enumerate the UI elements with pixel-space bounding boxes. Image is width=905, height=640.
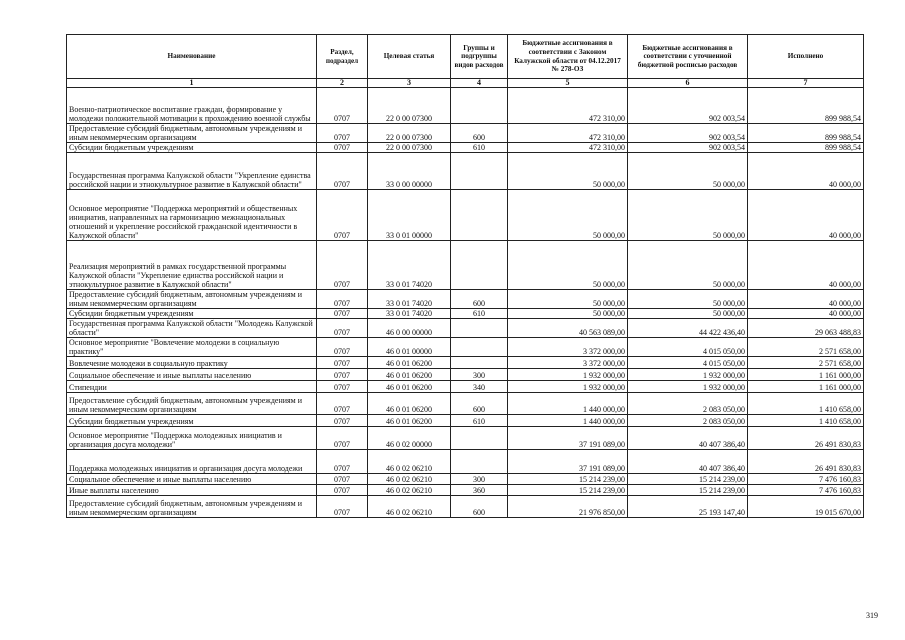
row-done-amount: 19 015 670,00 [748, 496, 864, 518]
row-name: Социальное обеспечение и иные выплаты населению [67, 369, 317, 381]
row-done-amount: 40 000,00 [748, 190, 864, 241]
col-num: 7 [748, 79, 864, 88]
row-group [451, 338, 508, 357]
row-article: 46 0 02 06210 [368, 474, 451, 485]
row-revised-amount: 4 015 050,00 [628, 338, 748, 357]
col-num: 4 [451, 79, 508, 88]
table-row [67, 309, 864, 319]
row-revised-amount: 902 003,54 [628, 143, 748, 153]
row-group [451, 88, 508, 124]
row-group: 610 [451, 415, 508, 427]
row-done-amount: 1 410 658,00 [748, 393, 864, 415]
row-name: Предоставление субсидий бюджетным, автономным учреждениям и иным некоммерческим организациям [67, 393, 317, 415]
row-group [451, 357, 508, 369]
row-article: 46 0 02 00000 [368, 427, 451, 450]
row-law-amount: 1 932 000,00 [508, 369, 628, 381]
row-group [451, 450, 508, 474]
column-number-row [67, 79, 864, 88]
col-header-section: Раздел, подраздел [317, 35, 368, 79]
row-name: Государственная программа Калужской области "Укрепление единства российской нации и этнокультурное развитие в Калужской области" [67, 153, 317, 190]
table-row [67, 143, 864, 153]
row-article: 46 0 02 06210 [368, 450, 451, 474]
col-header-revised: Бюджетные ассигнования в соответствии с уточненной бюджетной росписью расходов [628, 35, 748, 79]
row-article: 33 0 01 74020 [368, 241, 451, 290]
row-group [451, 190, 508, 241]
row-section: 0707 [317, 124, 368, 143]
row-section: 0707 [317, 415, 368, 427]
table-body [67, 88, 864, 518]
row-law-amount: 50 000,00 [508, 153, 628, 190]
row-article: 33 0 01 74020 [368, 309, 451, 319]
row-group: 340 [451, 381, 508, 393]
table-row [67, 190, 864, 241]
row-revised-amount: 50 000,00 [628, 153, 748, 190]
row-revised-amount: 1 932 000,00 [628, 369, 748, 381]
row-done-amount: 40 000,00 [748, 153, 864, 190]
table-row [67, 124, 864, 143]
table-row [67, 415, 864, 427]
row-law-amount: 1 932 000,00 [508, 381, 628, 393]
row-done-amount: 40 000,00 [748, 241, 864, 290]
row-law-amount: 21 976 850,00 [508, 496, 628, 518]
row-law-amount: 37 191 089,00 [508, 427, 628, 450]
row-section: 0707 [317, 427, 368, 450]
table-row [67, 369, 864, 381]
table-row [67, 381, 864, 393]
row-done-amount: 7 476 160,83 [748, 485, 864, 496]
row-section: 0707 [317, 357, 368, 369]
row-revised-amount: 50 000,00 [628, 190, 748, 241]
row-done-amount: 1 410 658,00 [748, 415, 864, 427]
row-revised-amount: 902 003,54 [628, 124, 748, 143]
row-article: 46 0 00 00000 [368, 319, 451, 338]
row-revised-amount: 44 422 436,40 [628, 319, 748, 338]
row-article: 46 0 01 06200 [368, 369, 451, 381]
table-row [67, 450, 864, 474]
row-done-amount: 899 988,54 [748, 143, 864, 153]
row-name: Предоставление субсидий бюджетным, автономным учреждениям и иным некоммерческим организациям [67, 496, 317, 518]
row-group: 360 [451, 485, 508, 496]
row-group: 300 [451, 369, 508, 381]
row-section: 0707 [317, 393, 368, 415]
row-section: 0707 [317, 190, 368, 241]
page-number: 319 [866, 611, 878, 620]
col-num: 1 [67, 79, 317, 88]
row-group: 610 [451, 309, 508, 319]
row-name: Субсидии бюджетным учреждениям [67, 143, 317, 153]
row-done-amount: 2 571 658,00 [748, 338, 864, 357]
row-done-amount: 2 571 658,00 [748, 357, 864, 369]
row-name: Стипендии [67, 381, 317, 393]
row-group: 610 [451, 143, 508, 153]
row-group: 600 [451, 393, 508, 415]
row-law-amount: 1 440 000,00 [508, 393, 628, 415]
table-row [67, 338, 864, 357]
row-section: 0707 [317, 153, 368, 190]
row-article: 46 0 01 06200 [368, 357, 451, 369]
row-law-amount: 3 372 000,00 [508, 338, 628, 357]
row-revised-amount: 902 003,54 [628, 88, 748, 124]
row-revised-amount: 2 083 050,00 [628, 415, 748, 427]
row-group: 600 [451, 496, 508, 518]
table-row [67, 496, 864, 518]
row-name: Военно-патриотическое воспитание граждан, формирование у молодежи положительной мотивации к прохождению военной службы [67, 88, 317, 124]
col-num: 2 [317, 79, 368, 88]
row-section: 0707 [317, 309, 368, 319]
row-section: 0707 [317, 450, 368, 474]
row-law-amount: 472 310,00 [508, 143, 628, 153]
row-name: Субсидии бюджетным учреждениям [67, 309, 317, 319]
row-done-amount: 7 476 160,83 [748, 474, 864, 485]
header-row [67, 35, 864, 79]
row-name: Социальное обеспечение и иные выплаты населению [67, 474, 317, 485]
row-done-amount: 40 000,00 [748, 309, 864, 319]
row-name: Основное мероприятие "Поддержка мероприятий и общественных инициатив, направленных на гармонизацию межнациональных отношений и укрепление российской гражданской идентичности в Калужской области" [67, 190, 317, 241]
table-row [67, 427, 864, 450]
row-done-amount: 1 161 000,00 [748, 369, 864, 381]
table-row [67, 319, 864, 338]
row-group [451, 319, 508, 338]
row-article: 46 0 01 06200 [368, 381, 451, 393]
row-group: 600 [451, 290, 508, 309]
table-row [67, 241, 864, 290]
row-law-amount: 50 000,00 [508, 241, 628, 290]
row-article: 22 0 00 07300 [368, 124, 451, 143]
row-law-amount: 37 191 089,00 [508, 450, 628, 474]
row-law-amount: 472 310,00 [508, 124, 628, 143]
row-revised-amount: 50 000,00 [628, 241, 748, 290]
row-name: Основное мероприятие "Вовлечение молодежи в социальную практику" [67, 338, 317, 357]
row-group [451, 241, 508, 290]
row-name: Предоставление субсидий бюджетным, автономным учреждениям и иным некоммерческим организациям [67, 124, 317, 143]
row-name: Субсидии бюджетным учреждениям [67, 415, 317, 427]
table-row [67, 153, 864, 190]
col-header-group: Группы и подгруппы видов расходов [451, 35, 508, 79]
row-law-amount: 50 000,00 [508, 190, 628, 241]
col-header-done: Исполнено [748, 35, 864, 79]
row-article: 22 0 00 07300 [368, 143, 451, 153]
row-name: Поддержка молодежных инициатив и организация досуга молодежи [67, 450, 317, 474]
row-section: 0707 [317, 338, 368, 357]
row-article: 33 0 01 74020 [368, 290, 451, 309]
col-num: 3 [368, 79, 451, 88]
row-revised-amount: 25 193 147,40 [628, 496, 748, 518]
row-done-amount: 26 491 830,83 [748, 427, 864, 450]
col-num: 5 [508, 79, 628, 88]
row-done-amount: 26 491 830,83 [748, 450, 864, 474]
row-section: 0707 [317, 319, 368, 338]
row-revised-amount: 50 000,00 [628, 309, 748, 319]
row-section: 0707 [317, 474, 368, 485]
row-name: Иные выплаты населению [67, 485, 317, 496]
row-section: 0707 [317, 369, 368, 381]
row-revised-amount: 2 083 050,00 [628, 393, 748, 415]
row-law-amount: 50 000,00 [508, 309, 628, 319]
row-revised-amount: 1 932 000,00 [628, 381, 748, 393]
row-done-amount: 1 161 000,00 [748, 381, 864, 393]
col-header-name: Наименование [67, 35, 317, 79]
row-section: 0707 [317, 381, 368, 393]
table-row [67, 393, 864, 415]
row-section: 0707 [317, 88, 368, 124]
row-revised-amount: 15 214 239,00 [628, 474, 748, 485]
row-article: 46 0 01 06200 [368, 415, 451, 427]
row-name: Основное мероприятие "Поддержка молодежных инициатив и организация досуга молодежи" [67, 427, 317, 450]
row-law-amount: 15 214 239,00 [508, 485, 628, 496]
col-num: 6 [628, 79, 748, 88]
row-revised-amount: 40 407 386,40 [628, 450, 748, 474]
col-header-article: Целевая статья [368, 35, 451, 79]
table-row [67, 357, 864, 369]
budget-table [66, 34, 864, 518]
row-law-amount: 50 000,00 [508, 290, 628, 309]
row-law-amount: 472 310,00 [508, 88, 628, 124]
row-name: Вовлечение молодежи в социальную практику [67, 357, 317, 369]
row-done-amount: 899 988,54 [748, 88, 864, 124]
row-group: 600 [451, 124, 508, 143]
row-done-amount: 40 000,00 [748, 290, 864, 309]
row-name: Государственная программа Калужской области "Молодежь Калужской области" [67, 319, 317, 338]
row-group: 300 [451, 474, 508, 485]
row-article: 22 0 00 07300 [368, 88, 451, 124]
row-name: Предоставление субсидий бюджетным, автономным учреждениям и иным некоммерческим организациям [67, 290, 317, 309]
row-done-amount: 899 988,54 [748, 124, 864, 143]
row-section: 0707 [317, 290, 368, 309]
col-header-law: Бюджетные ассигнования в соответствии с Законом Калужской области от 04.12.2017 № 278-ОЗ [508, 35, 628, 79]
row-article: 46 0 02 06210 [368, 496, 451, 518]
row-section: 0707 [317, 485, 368, 496]
row-name: Реализация мероприятий в рамках государственной программы Калужской области "Укрепление единства российской нации и этнокультурное развитие в Калужской области" [67, 241, 317, 290]
row-law-amount: 3 372 000,00 [508, 357, 628, 369]
row-law-amount: 1 440 000,00 [508, 415, 628, 427]
row-article: 46 0 01 00000 [368, 338, 451, 357]
table-row [67, 485, 864, 496]
row-article: 46 0 01 06200 [368, 393, 451, 415]
row-law-amount: 40 563 089,00 [508, 319, 628, 338]
row-group [451, 427, 508, 450]
row-group [451, 153, 508, 190]
row-section: 0707 [317, 143, 368, 153]
row-revised-amount: 50 000,00 [628, 290, 748, 309]
row-done-amount: 29 063 488,83 [748, 319, 864, 338]
row-revised-amount: 40 407 386,40 [628, 427, 748, 450]
row-article: 33 0 01 00000 [368, 190, 451, 241]
row-article: 33 0 00 00000 [368, 153, 451, 190]
table-row [67, 474, 864, 485]
row-section: 0707 [317, 241, 368, 290]
table-row [67, 290, 864, 309]
row-revised-amount: 4 015 050,00 [628, 357, 748, 369]
row-article: 46 0 02 06210 [368, 485, 451, 496]
row-section: 0707 [317, 496, 368, 518]
table-row [67, 88, 864, 124]
row-revised-amount: 15 214 239,00 [628, 485, 748, 496]
row-law-amount: 15 214 239,00 [508, 474, 628, 485]
